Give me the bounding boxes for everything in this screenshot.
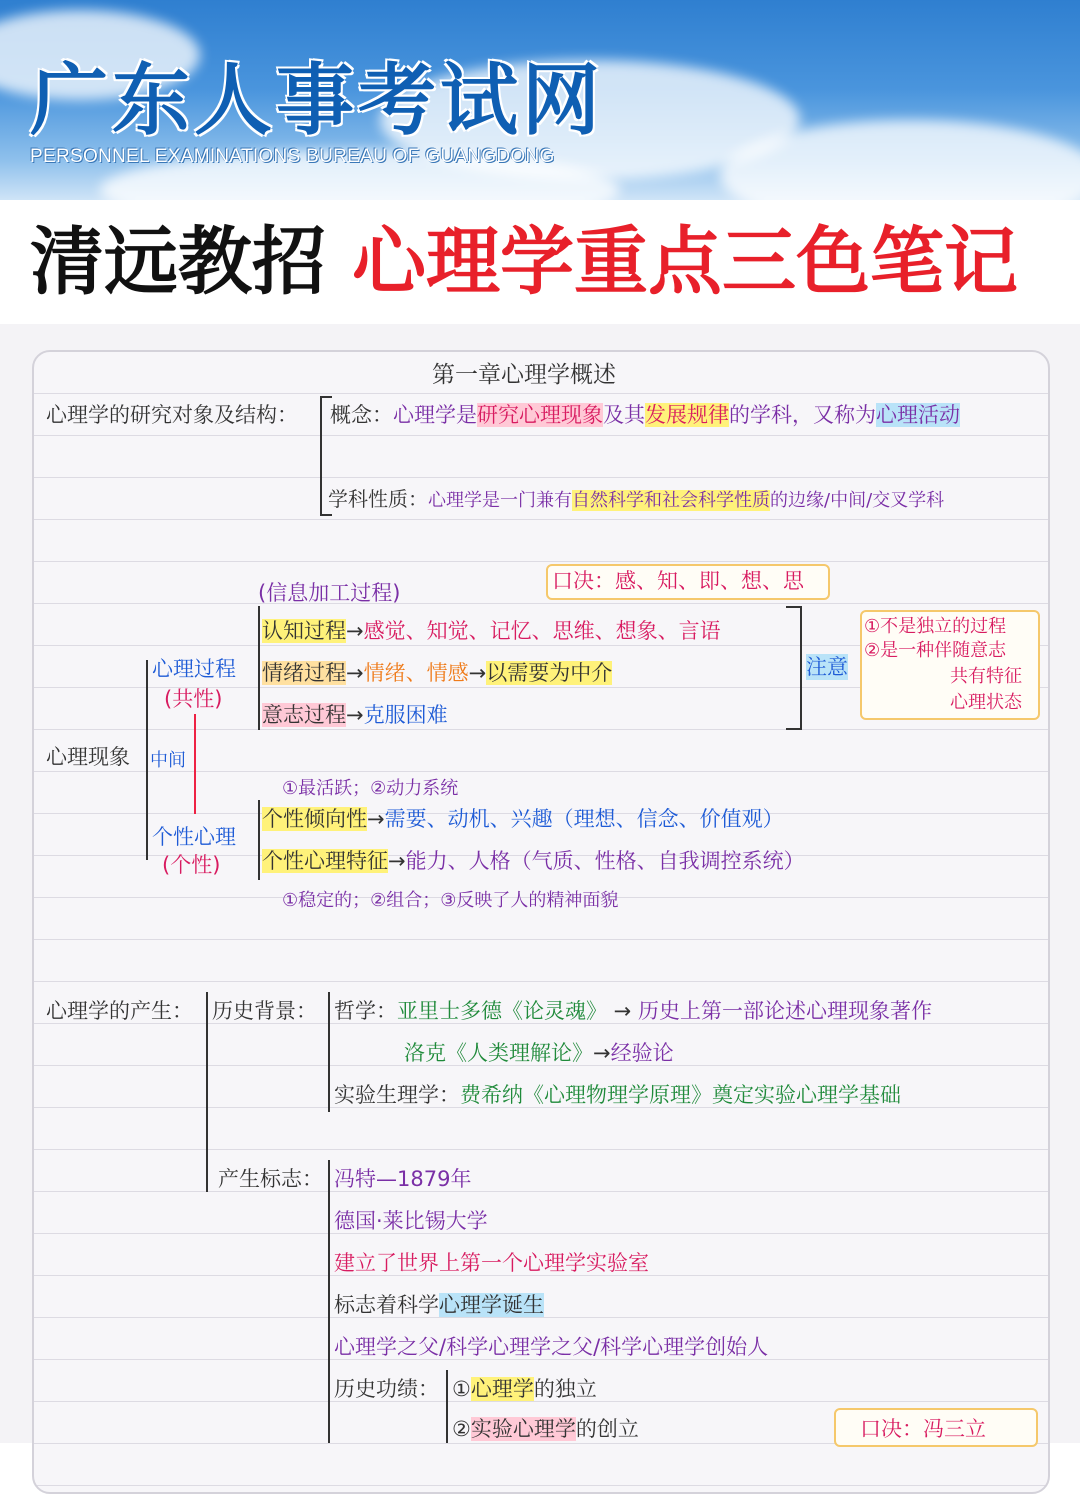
mark-1: 冯特—1879年 [334,1167,472,1191]
mark-label: 产生标志： [218,1167,323,1191]
merit-1: ①心理学的独立 [452,1377,597,1401]
process-common: (共性) [164,687,223,711]
mark-2: 德国·莱比锡大学 [334,1209,488,1233]
stable-note: ①稳定的；②组合；③反映了人的精神面貌 [282,890,619,911]
nature-line: 学科性质：心理学是一门兼有自然科学和社会科学性质的边缘/中间/交叉学科 [328,487,945,511]
notes-card [32,350,1050,1494]
trait-line: 个性心理特征→能力、人格（气质、性格、自我调控系统） [262,849,805,873]
process-bracket-left [258,606,260,730]
headline-prefix: 清远教招 [30,219,326,305]
attention-note-3: 共有特征 [950,666,1022,687]
headline [0,200,1080,324]
mnemonic2-text: 口决：冯三立 [860,1417,986,1441]
rb-bottom [786,728,802,730]
attention-note-1: ①不是独立的过程 [864,616,1007,637]
process-bracket-right [800,606,802,730]
site-banner [0,0,1080,200]
bracket-top [320,396,332,398]
sec1-label: 心理学的研究对象及结构： [46,403,298,427]
sec3-bracket [206,992,208,1192]
personality-bracket [258,800,260,880]
history-bracket [328,992,330,1112]
site-logo-subtitle: PERSONNEL EXAMINATIONS BUREAU OF GUANGDONG [30,146,555,167]
mnemonic-text: 口决：感、知、即、想、思 [552,569,804,593]
concept-line: 概念：心理学是研究心理现象及其发展规律的学科，又称为心理活动 [330,403,960,427]
sec3-label: 心理学的产生： [46,999,193,1023]
info-process-note: (信息加工过程) [258,581,401,605]
mark-5: 心理学之父/科学心理学之父/科学心理学创始人 [334,1335,769,1359]
process-label: 心理过程 [152,657,236,681]
mark-4: 标志着科学心理学诞生 [334,1293,544,1317]
merit-label: 历史功绩： [334,1377,439,1401]
phenomenon-bracket [146,660,148,860]
attention-note-2: ②是一种伴随意志 [864,640,1007,661]
tendency-line: 个性倾向性→需要、动机、兴趣（理想、信念、价值观） [262,807,784,831]
cognition-line: 认知过程→感觉、知觉、记忆、思维、想象、言语 [262,619,721,643]
phenomenon-label: 心理现象 [46,745,130,769]
history-label: 历史背景： [212,999,317,1023]
headline-title: 心理学重点三色笔记 [352,219,1018,305]
bracket-bottom [320,514,332,516]
merit-2: ②实验心理学的创立 [452,1417,639,1441]
personality-individual: (个性) [162,853,221,877]
mark-3: 建立了世界上第一个心理学实验室 [334,1251,649,1275]
attention-note-4: 心理状态 [950,692,1022,713]
middle-label: 中间 [150,750,186,771]
physio-line: 实验生理学：费希纳《心理物理学原理》奠定实验心理学基础 [334,1083,901,1107]
personality-label: 个性心理 [152,825,236,849]
chapter-title: 第一章心理学概述 [432,362,616,388]
sec1-bracket [320,396,322,516]
mark-bracket [328,1160,330,1443]
attention-label: 注意 [806,655,848,679]
site-logo-title: 广东人事考试网 [30,56,605,146]
rb-top [786,606,802,608]
active-note: ①最活跃；②动力系统 [282,778,459,799]
philosophy-line-2: 洛克《人类理解论》→经验论 [404,1041,674,1065]
will-line: 意志过程→克服困难 [262,703,448,727]
middle-arrow [194,714,196,814]
notebook-page [0,324,1080,1443]
philosophy-line-1: 哲学：亚里士多德《论灵魂》 → 历史上第一部论述心理现象著作 [334,999,932,1023]
emotion-line: 情绪过程→情绪、情感→以需要为中介 [262,661,613,685]
merit-bracket [446,1370,448,1443]
